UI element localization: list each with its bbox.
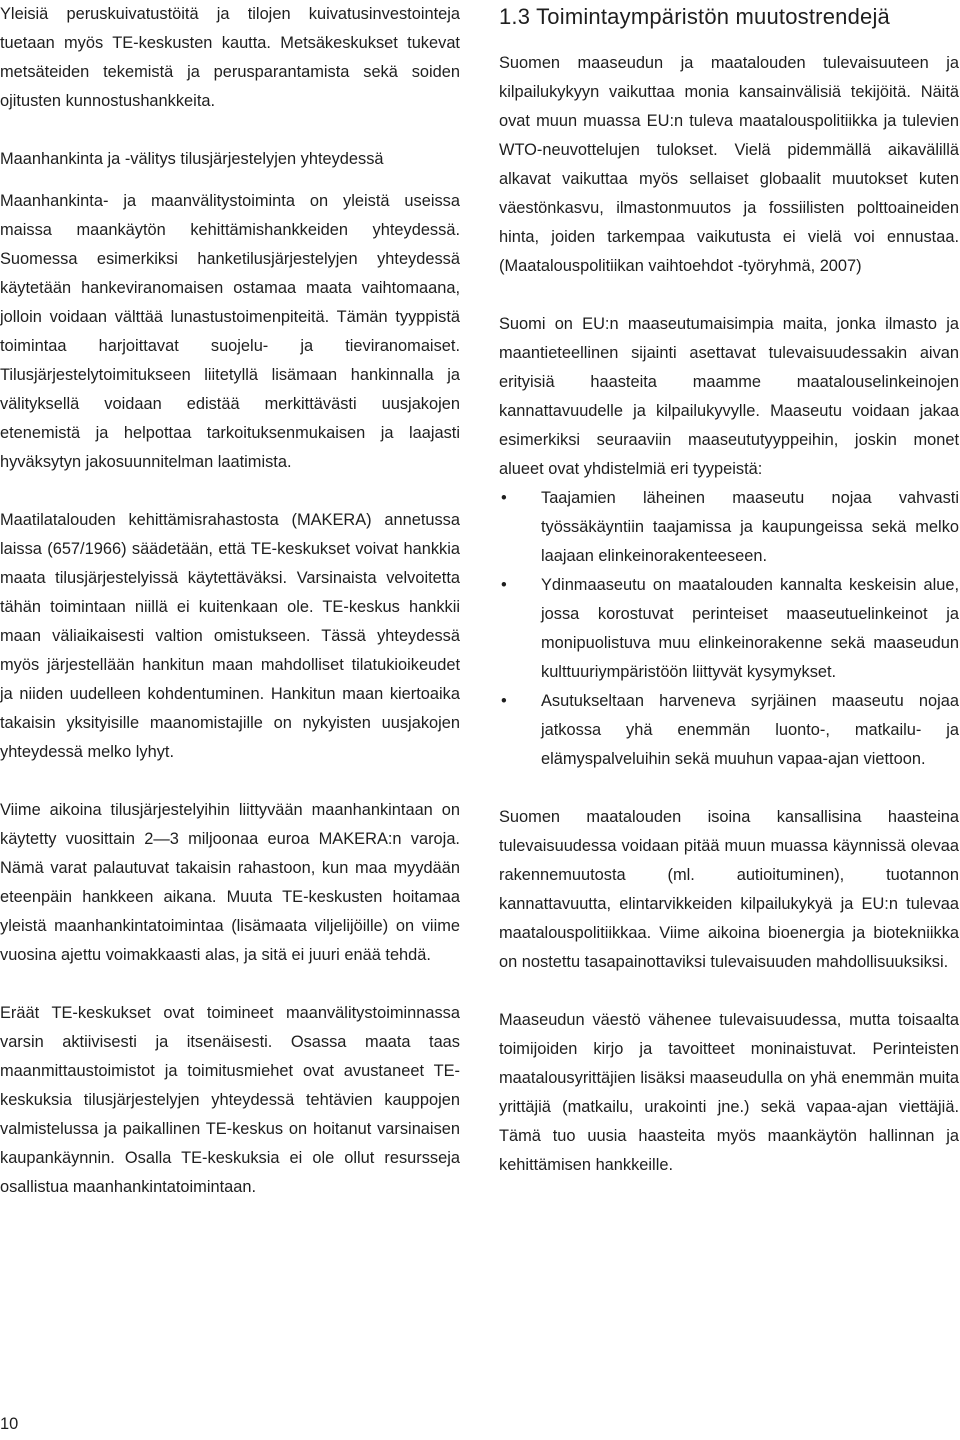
list-item xyxy=(499,687,959,774)
left-column xyxy=(0,0,460,1202)
paragraph: Suomi on EU:n maaseutumaisimpia maita, jonka ilmasto ja maantieteellinen sijainti asettavat tulevaisuudessakin aivan erityisiä haasteita maamme maatalouselinkeinojen kannattavuudelle ja kilpailukyvylle. Maaseutu voidaan jakaa esimerkiksi seuraaviin maaseututyyppeihin, joskin monet alueet ovat yhdistelmiä eri tyypeistä: xyxy=(499,315,959,478)
paragraph: Maatilatalouden kehittämisrahastosta (MAKERA) annetussa laissa (657/1966) säädetään, että TE-keskukset voivat hankkia maata tilusjärjestelyissä käytettäväksi. Varsinaista velvoitetta tähän toimintaan niillä ei kuitenkaan ole. TE-keskus hankkii maan väliaikaisesti valtion omistukseen. Tässä yhteydessä myös järjestellään hankitun maan mahdolliset tilatukioikeudet ja niiden uudelleen kohdentuminen. Hankitun maan kiertoaika takaisin yksityisille maanomistajille on nykyisten uusjakojen yhteydessä melko lyhyt. xyxy=(0,511,460,761)
bullet-icon: • xyxy=(501,489,507,507)
paragraph: Viime aikoina tilusjärjestelyihin liittyvään maanhankintaan on käytetty vuosittain 2—3 miljoonaa euroa MAKERA:n varoja. Nämä varat palautuvat takaisin rahastoon, kun maa myydään eteenpäin hankkeen aikana. Muuta TE-keskusten hoitamaa yleistä maanhankintatoimintaa (lisämaata viljelijöille) on viime vuosina ajettu voimakkaasti alas, ja sitä ei juuri enää tehdä. xyxy=(0,801,460,964)
list-item-text: Ydinmaaseutu on maatalouden kannalta keskeisin alue, jossa korostuvat perinteiset maaseutuelinkeinot ja monipuolistuva muu elinkeinorakenne sekä maaseudun kulttuuriympäristöön liittyvät kysymykset. xyxy=(541,576,959,681)
section-heading: 1.3 Toimintaympäristön muutostrendejä xyxy=(499,4,890,29)
list-item xyxy=(499,571,959,687)
paragraph: Eräät TE-keskukset ovat toimineet maanvälitystoiminnassa varsin aktiivisesti ja itsenäisesti. Osassa maata taas maanmittaustoimistot ja toimitusmiehet ovat avustaneet TE-keskuksia tilusjärjestelyjen yhteydessä tehtävien kauppojen valmistelussa ja paikallinen TE-keskus on hoitanut varsinaisen kaupankäynnin. Osalla TE-keskuksia ei ole ollut resursseja osallistua maanhankintatoimintaan. xyxy=(0,1004,460,1196)
list-item-text: Asutukseltaan harveneva syrjäinen maaseutu nojaa jatkossa yhä enemmän luonto-, matkailu- ja elämyspalveluihin sekä muuhun vapaa-ajan viettoon. xyxy=(541,692,959,768)
bullet-icon: • xyxy=(501,692,507,710)
right-column xyxy=(499,0,959,1180)
page-number: 10 xyxy=(0,1415,19,1433)
paragraph: Maaseudun väestö vähenee tulevaisuudessa, mutta toisaalta toimijoiden kirjo ja tavoitteet moninaistuvat. Perinteisten maatalousyrittäjien lisäksi maaseudulla on yhä enemmän muita yrittäjiä (matkailu, urakointi jne.) sekä vapaa-ajan viettäjiä. Tämä tuo uusia haasteita myös maankäytön hallinnan ja kehittämisen hankkeille. xyxy=(499,1011,959,1174)
intro-paragraph: Yleisiä peruskuivatustöitä ja tilojen kuivatusinvestointeja tuetaan myös TE-keskusten kautta. Metsäkeskukset tukevat metsäteiden tekemistä ja perusparantamista sekä soiden ojitusten kunnostushankkeita. xyxy=(0,5,460,110)
list-item xyxy=(499,484,959,571)
subheading-land-acquisition: Maanhankinta ja -välitys tilusjärjestelyjen yhteydessä xyxy=(0,150,384,168)
bullet-icon: • xyxy=(501,576,507,594)
paragraph: Suomen maaseudun ja maatalouden tulevaisuuteen ja kilpailukykyyn vaikuttaa monia kansainvälisiä tekijöitä. Näitä ovat muun muassa EU:n tuleva maatalouspolitiikka ja tulevien WTO-neuvottelujen tulokset. Vielä pidemmällä aikavälillä alkavat vaikuttaa myös sellaiset globaalit muutokset kuten väestönkasvu, ilmastonmuutos ja fossiilisten polttoaineiden hinta, joiden tarkempaa vaikutusta ei vielä voi ennustaa. (Maatalouspolitiikan vaihtoehdot -työryhmä, 2007) xyxy=(499,54,959,275)
paragraph: Maanhankinta- ja maanvälitystoiminta on yleistä useissa maissa maankäytön kehittämishankkeiden yhteydessä. Suomessa esimerkiksi hanketilusjärjestelyjen yhteydessä käytetään hankeviranomaisen ostamaa maata vaihtomaana, jolloin voidaan välttää lunastustoimenpiteitä. Tämän tyyppistä toimintaa harjoittavat suojelu- ja tieviranomaiset. Tilusjärjestelytoimitukseen liitetyllä lisämaan hankinnalla ja välityksellä voidaan edistää merkittävästi uusjakojen etenemistä ja helpottaa tarkoituksenmukaisen ja laajasti hyväksytyn jakosuunnitelman laatimista. xyxy=(0,192,460,471)
list-item-text: Taajamien läheinen maaseutu nojaa vahvasti työssäkäyntiin taajamissa ja kaupungeissa sekä melko laajaan elinkeinorakenteeseen. xyxy=(541,489,959,565)
bullet-list xyxy=(499,484,959,774)
paragraph: Suomen maatalouden isoina kansallisina haasteina tulevaisuudessa voidaan pitää muun muassa käynnissä olevaa rakennemuutosta (ml. autioituminen), tuotannon kannattavuutta, elintarvikkeiden kilpailukykyä ja EU:n tulevaa maatalouspolitiikkaa. Viime aikoina bioenergia ja biotekniikka on nostettu tasapainottaviksi tulevaisuuden mahdollisuuksiksi. xyxy=(499,808,959,971)
